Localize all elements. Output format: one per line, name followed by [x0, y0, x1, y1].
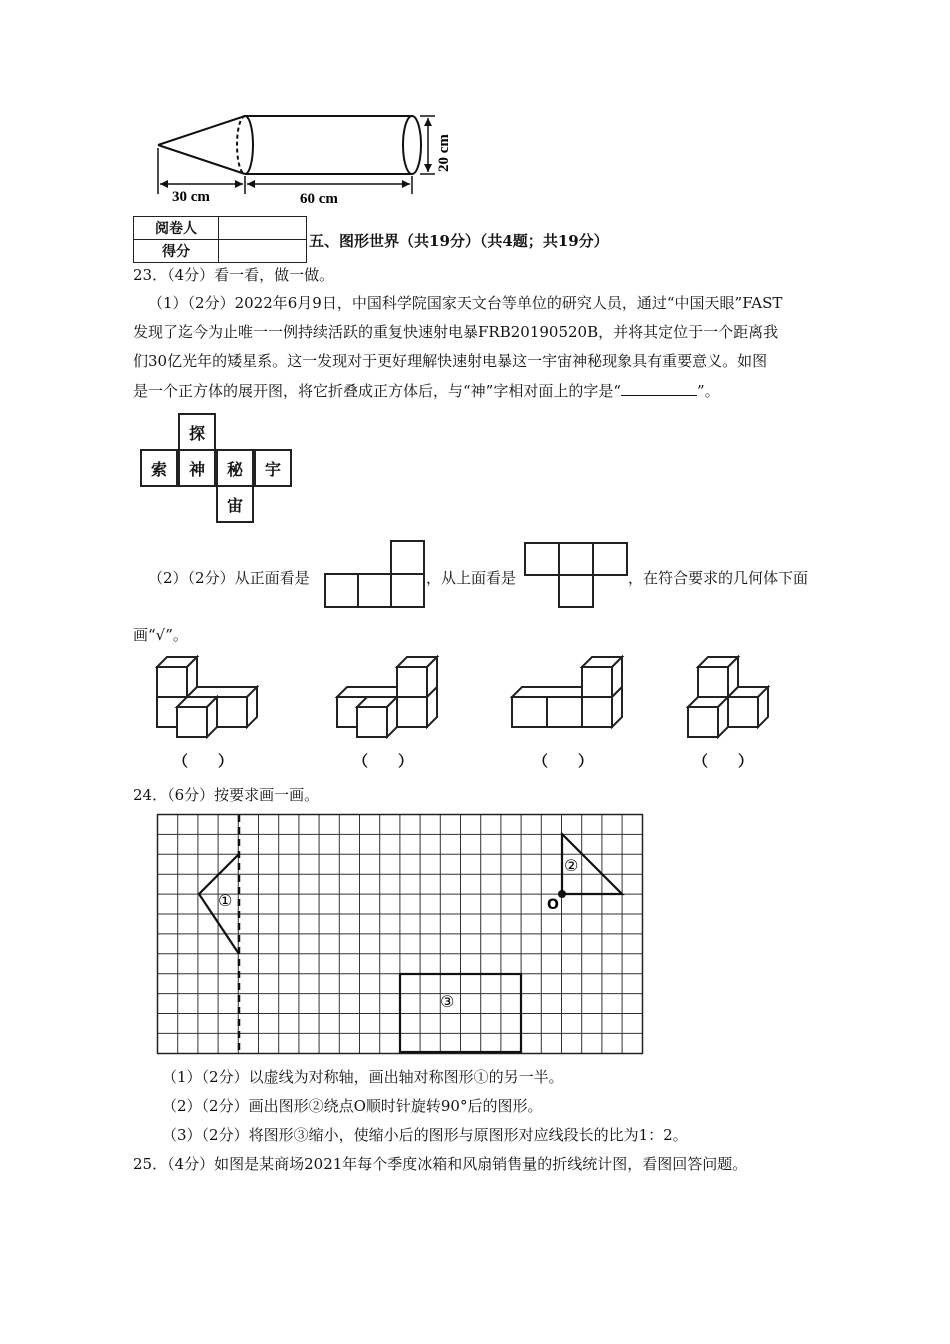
dim-20cm: 20 cm	[436, 134, 452, 172]
q23-part1-line2: 发现了迄今为止唯一一例持续活跃的重复快速射电暴FRB20190520B，并将其定位于一个距离我	[133, 323, 779, 341]
point-o-label: O	[547, 897, 559, 913]
net-cell-mid-right: 秘	[216, 449, 254, 487]
answer-paren-d[interactable]: （ ）	[693, 752, 754, 770]
dim-60cm: 60 cm	[300, 191, 338, 207]
net-cell-bottom: 宙	[216, 485, 254, 523]
q25-header: 25．（4分）如图是某商场2021年每个季度冰箱和风扇销售量的折线统计图，看图回答问题。	[133, 1155, 748, 1173]
score-label: 得分	[134, 240, 219, 263]
q23-part1-line3: 们30亿光年的矮星系。这一发现对于更好理解快速射电暴这一宇宙神秘现象具有重要意义。如图	[133, 352, 768, 370]
dim-30cm: 30 cm	[172, 189, 210, 205]
section-title: 五、图形世界（共19分）（共4题；共19分）	[309, 232, 609, 250]
cube-option-a	[155, 655, 265, 739]
net-cell-top: 探	[178, 413, 216, 451]
cube-option-d	[686, 655, 776, 739]
q24-part1: （1）（2分）以虚线为对称轴，画出轴对称图形①的另一半。	[162, 1068, 564, 1086]
shape-3-label: ③	[440, 992, 455, 1011]
q23-part1-line1: （1）（2分）2022年6月9日，中国科学院国家天文台等单位的研究人员，通过“中国天眼”FAST	[148, 294, 783, 312]
answer-paren-c[interactable]: （ ）	[533, 752, 594, 770]
cube-option-c	[510, 655, 630, 739]
shape-2-label: ②	[564, 856, 579, 875]
q23-part2-c: ，在符合要求的几何体下面	[628, 569, 809, 587]
cube-option-b	[335, 655, 445, 739]
net-cell-right: 宇	[254, 449, 292, 487]
q23-part1-line4	[133, 379, 720, 402]
q23-part2-d: 画“√”。	[133, 626, 188, 644]
q23-part1-line4-b: ”。	[697, 382, 720, 400]
front-view-figure	[324, 539, 426, 609]
q24-part3: （3）（2分）将图形③缩小，使缩小后的图形与原图形对应线段长的比为1：2。	[162, 1126, 688, 1144]
reviewer-label: 阅卷人	[134, 217, 219, 240]
q23-part1-line4-a: 是一个正方体的展开图，将它折叠成正方体后，与“神”字相对面上的字是“	[133, 382, 622, 400]
drawing-grid[interactable]	[156, 813, 646, 1055]
cube-net	[140, 413, 296, 527]
shape-1-label: ①	[218, 891, 233, 910]
answer-paren-a[interactable]: （ ）	[173, 752, 234, 770]
q23-part2-b: ，从上面看是	[426, 569, 517, 587]
q23-part2-a: （2）（2分）从正面看是	[148, 569, 310, 587]
answer-paren-b[interactable]: （ ）	[353, 752, 414, 770]
q23-header: 23．（4分）看一看，做一做。	[133, 266, 335, 284]
reviewer-cell[interactable]	[219, 217, 307, 240]
top-view-figure	[524, 541, 628, 609]
score-table	[133, 216, 307, 263]
q24-header: 24．（6分）按要求画一画。	[133, 786, 320, 804]
answer-blank[interactable]	[621, 379, 697, 396]
net-cell-left: 索	[140, 449, 178, 487]
cone-cylinder-figure	[150, 108, 470, 208]
point-o	[558, 890, 566, 898]
q24-part2: （2）（2分）画出图形②绕点O顺时针旋转90°后的图形。	[162, 1097, 543, 1115]
net-cell-center: 神	[178, 449, 216, 487]
score-cell[interactable]	[219, 240, 307, 263]
